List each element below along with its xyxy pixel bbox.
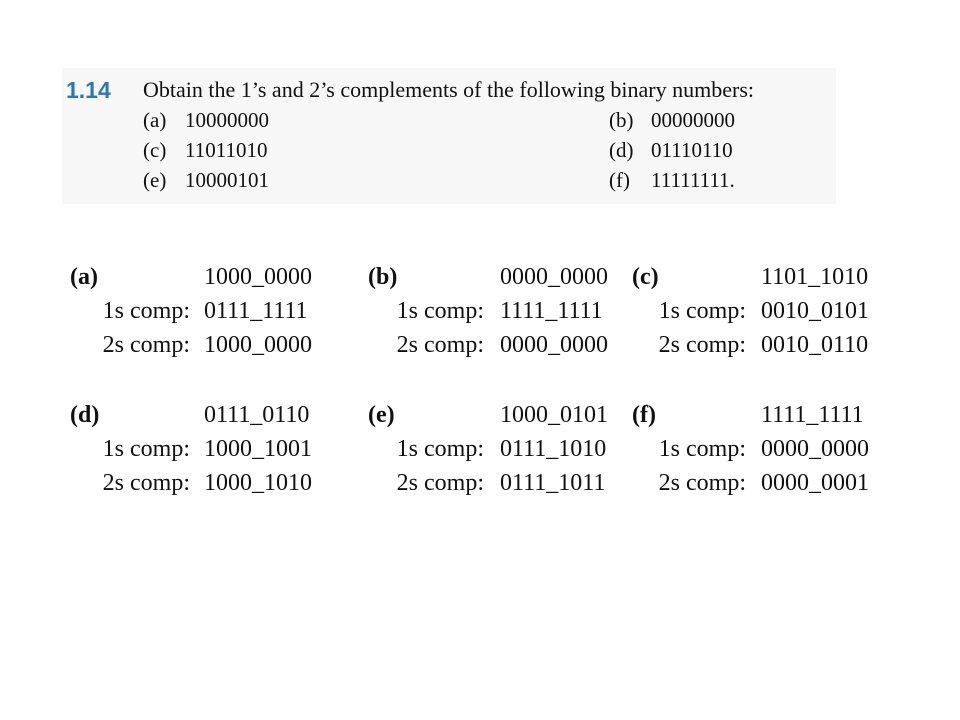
twos-comp-value: 0000_0001 xyxy=(761,470,869,496)
problem-item-tag: (d) xyxy=(609,138,634,162)
problem-item-tag: (c) xyxy=(143,138,167,162)
ones-comp-value: 0000_0000 xyxy=(761,436,869,462)
twos-comp-label: 2s comp: xyxy=(396,332,484,358)
ones-comp-label: 1s comp: xyxy=(658,298,746,324)
solution-block-d xyxy=(70,402,310,512)
solution-label: (b) xyxy=(368,264,398,290)
twos-comp-value: 1000_0000 xyxy=(204,332,312,358)
ones-comp-label: 1s comp: xyxy=(658,436,746,462)
twos-comp-value: 0000_0000 xyxy=(500,332,608,358)
solution-number: 1111_1111 xyxy=(761,402,864,428)
problem-item-value: 00000000 xyxy=(651,108,735,132)
solution-number: 0111_0110 xyxy=(204,402,310,428)
ones-comp-value: 0111_1111 xyxy=(204,298,308,324)
problem-item-b xyxy=(609,108,735,133)
solution-number: 1000_0000 xyxy=(204,264,312,290)
solution-label: (e) xyxy=(368,402,395,428)
problem-item-value: 11111111. xyxy=(651,168,735,192)
ones-comp-value: 0010_0101 xyxy=(761,298,869,324)
solution-block-c xyxy=(632,264,872,374)
twos-comp-label: 2s comp: xyxy=(396,470,484,496)
twos-comp-label: 2s comp: xyxy=(102,470,190,496)
problem-item-d xyxy=(609,138,733,163)
problem-item-tag: (a) xyxy=(143,108,167,132)
problem-item-a xyxy=(143,108,269,133)
problem-item-c xyxy=(143,138,267,163)
twos-comp-value: 0010_0110 xyxy=(761,332,869,358)
problem-item-tag: (e) xyxy=(143,168,167,192)
ones-comp-label: 1s comp: xyxy=(102,298,190,324)
solution-block-b xyxy=(368,264,608,374)
solution-number: 0000_0000 xyxy=(500,264,608,290)
twos-comp-label: 2s comp: xyxy=(658,332,746,358)
problem-number: 1.14 xyxy=(66,77,111,103)
solution-number: 1000_0101 xyxy=(500,402,608,428)
problem-item-value: 11011010 xyxy=(185,138,268,162)
ones-comp-label: 1s comp: xyxy=(396,298,484,324)
problem-box xyxy=(62,68,836,204)
solution-label: (d) xyxy=(70,402,100,428)
solution-block-a xyxy=(70,264,310,374)
twos-comp-value: 1000_1010 xyxy=(204,470,312,496)
twos-comp-label: 2s comp: xyxy=(658,470,746,496)
solution-number: 1101_1010 xyxy=(761,264,869,290)
problem-item-value: 10000101 xyxy=(185,168,269,192)
solution-label: (c) xyxy=(632,264,659,290)
problem-item-tag: (f) xyxy=(609,168,630,192)
problem-item-value: 10000000 xyxy=(185,108,269,132)
problem-item-tag: (b) xyxy=(609,108,634,132)
ones-comp-label: 1s comp: xyxy=(102,436,190,462)
problem-item-e xyxy=(143,168,269,193)
ones-comp-value: 1000_1001 xyxy=(204,436,312,462)
twos-comp-value: 0111_1011 xyxy=(500,470,606,496)
problem-item-value: 01110110 xyxy=(651,138,733,162)
solution-block-e xyxy=(368,402,608,512)
solution-block-f xyxy=(632,402,872,512)
twos-comp-label: 2s comp: xyxy=(102,332,190,358)
problem-statement: Obtain the 1’s and 2’s complements of the following binary numbers: xyxy=(143,77,755,102)
problem-item-f xyxy=(609,168,735,193)
ones-comp-value: 1111_1111 xyxy=(500,298,603,324)
ones-comp-label: 1s comp: xyxy=(396,436,484,462)
solution-label: (a) xyxy=(70,264,98,290)
ones-comp-value: 0111_1010 xyxy=(500,436,607,462)
solution-label: (f) xyxy=(632,402,656,428)
